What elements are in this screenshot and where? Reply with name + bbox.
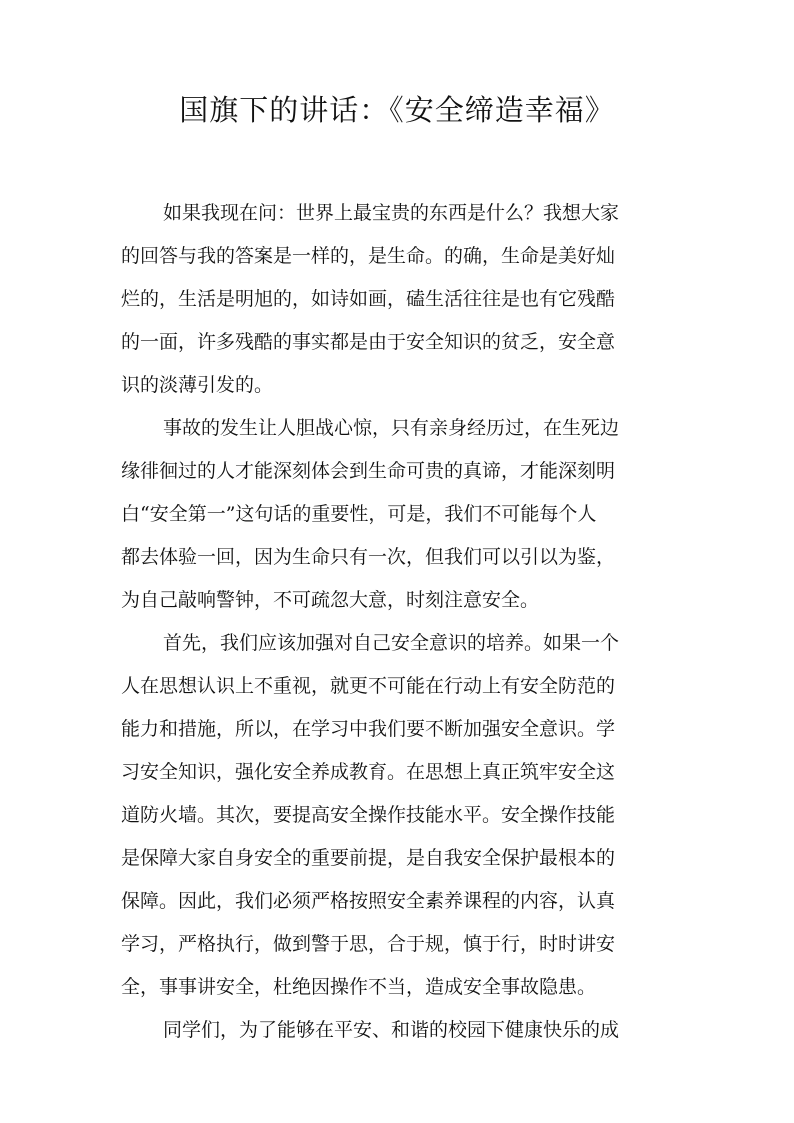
body-line: 能力和措施，所以，在学习中我们要不断加强安全意识。学 xyxy=(121,718,616,740)
body-line: 白“安全第一”这句话的重要性，可是，我们不可能每个人 xyxy=(121,503,597,525)
body-line: 保障。因此，我们必须严格按照安全素养课程的内容，认真 xyxy=(121,890,616,912)
body-line: 缘徘徊过的人才能深刻体会到生命可贵的真谛，才能深刻明 xyxy=(121,460,616,482)
body-line: 学习，严格执行，做到警于思，合于规，慎于行，时时讲安 xyxy=(121,933,616,955)
body-line: 习安全知识，强化安全养成教育。在思想上真正筑牢安全这 xyxy=(121,761,616,783)
body-line: 如果我现在问：世界上最宝贵的东西是什么？我想大家 xyxy=(163,202,620,224)
body-line: 的回答与我的答案是一样的，是生命。的确，生命是美好灿 xyxy=(121,245,616,267)
body-line: 的一面，许多残酷的事实都是由于安全知识的贫乏，安全意 xyxy=(121,331,616,353)
body-line: 为自己敲响警钟，不可疏忽大意，时刻注意安全。 xyxy=(121,589,540,611)
body-line: 是保障大家自身安全的重要前提，是自我安全保护最根本的 xyxy=(121,847,616,869)
body-line: 都去体验一回，因为生命只有一次，但我们可以引以为鉴， xyxy=(121,546,616,568)
body-line: 道防火墙。其次，要提高安全操作技能水平。安全操作技能 xyxy=(121,804,616,826)
body-line: 识的淡薄引发的。 xyxy=(121,374,274,396)
body-line: 全，事事讲安全，杜绝因操作不当，造成安全事故隐患。 xyxy=(121,976,597,998)
body-line: 人在思想认识上不重视，就更不可能在行动上有安全防范的 xyxy=(121,675,616,697)
body-line: 事故的发生让人胆战心惊，只有亲身经历过，在生死边 xyxy=(163,417,620,439)
body-line: 烂的，生活是明旭的，如诗如画，磕生活往往是也有它残酷 xyxy=(121,288,616,310)
document-title: 国旗下的讲话：《安全缔造幸福》 xyxy=(179,93,615,127)
body-line: 同学们，为了能够在平安、和谐的校园下健康快乐的成 xyxy=(163,1019,620,1041)
body-line: 首先，我们应该加强对自己安全意识的培养。如果一个 xyxy=(163,632,620,654)
